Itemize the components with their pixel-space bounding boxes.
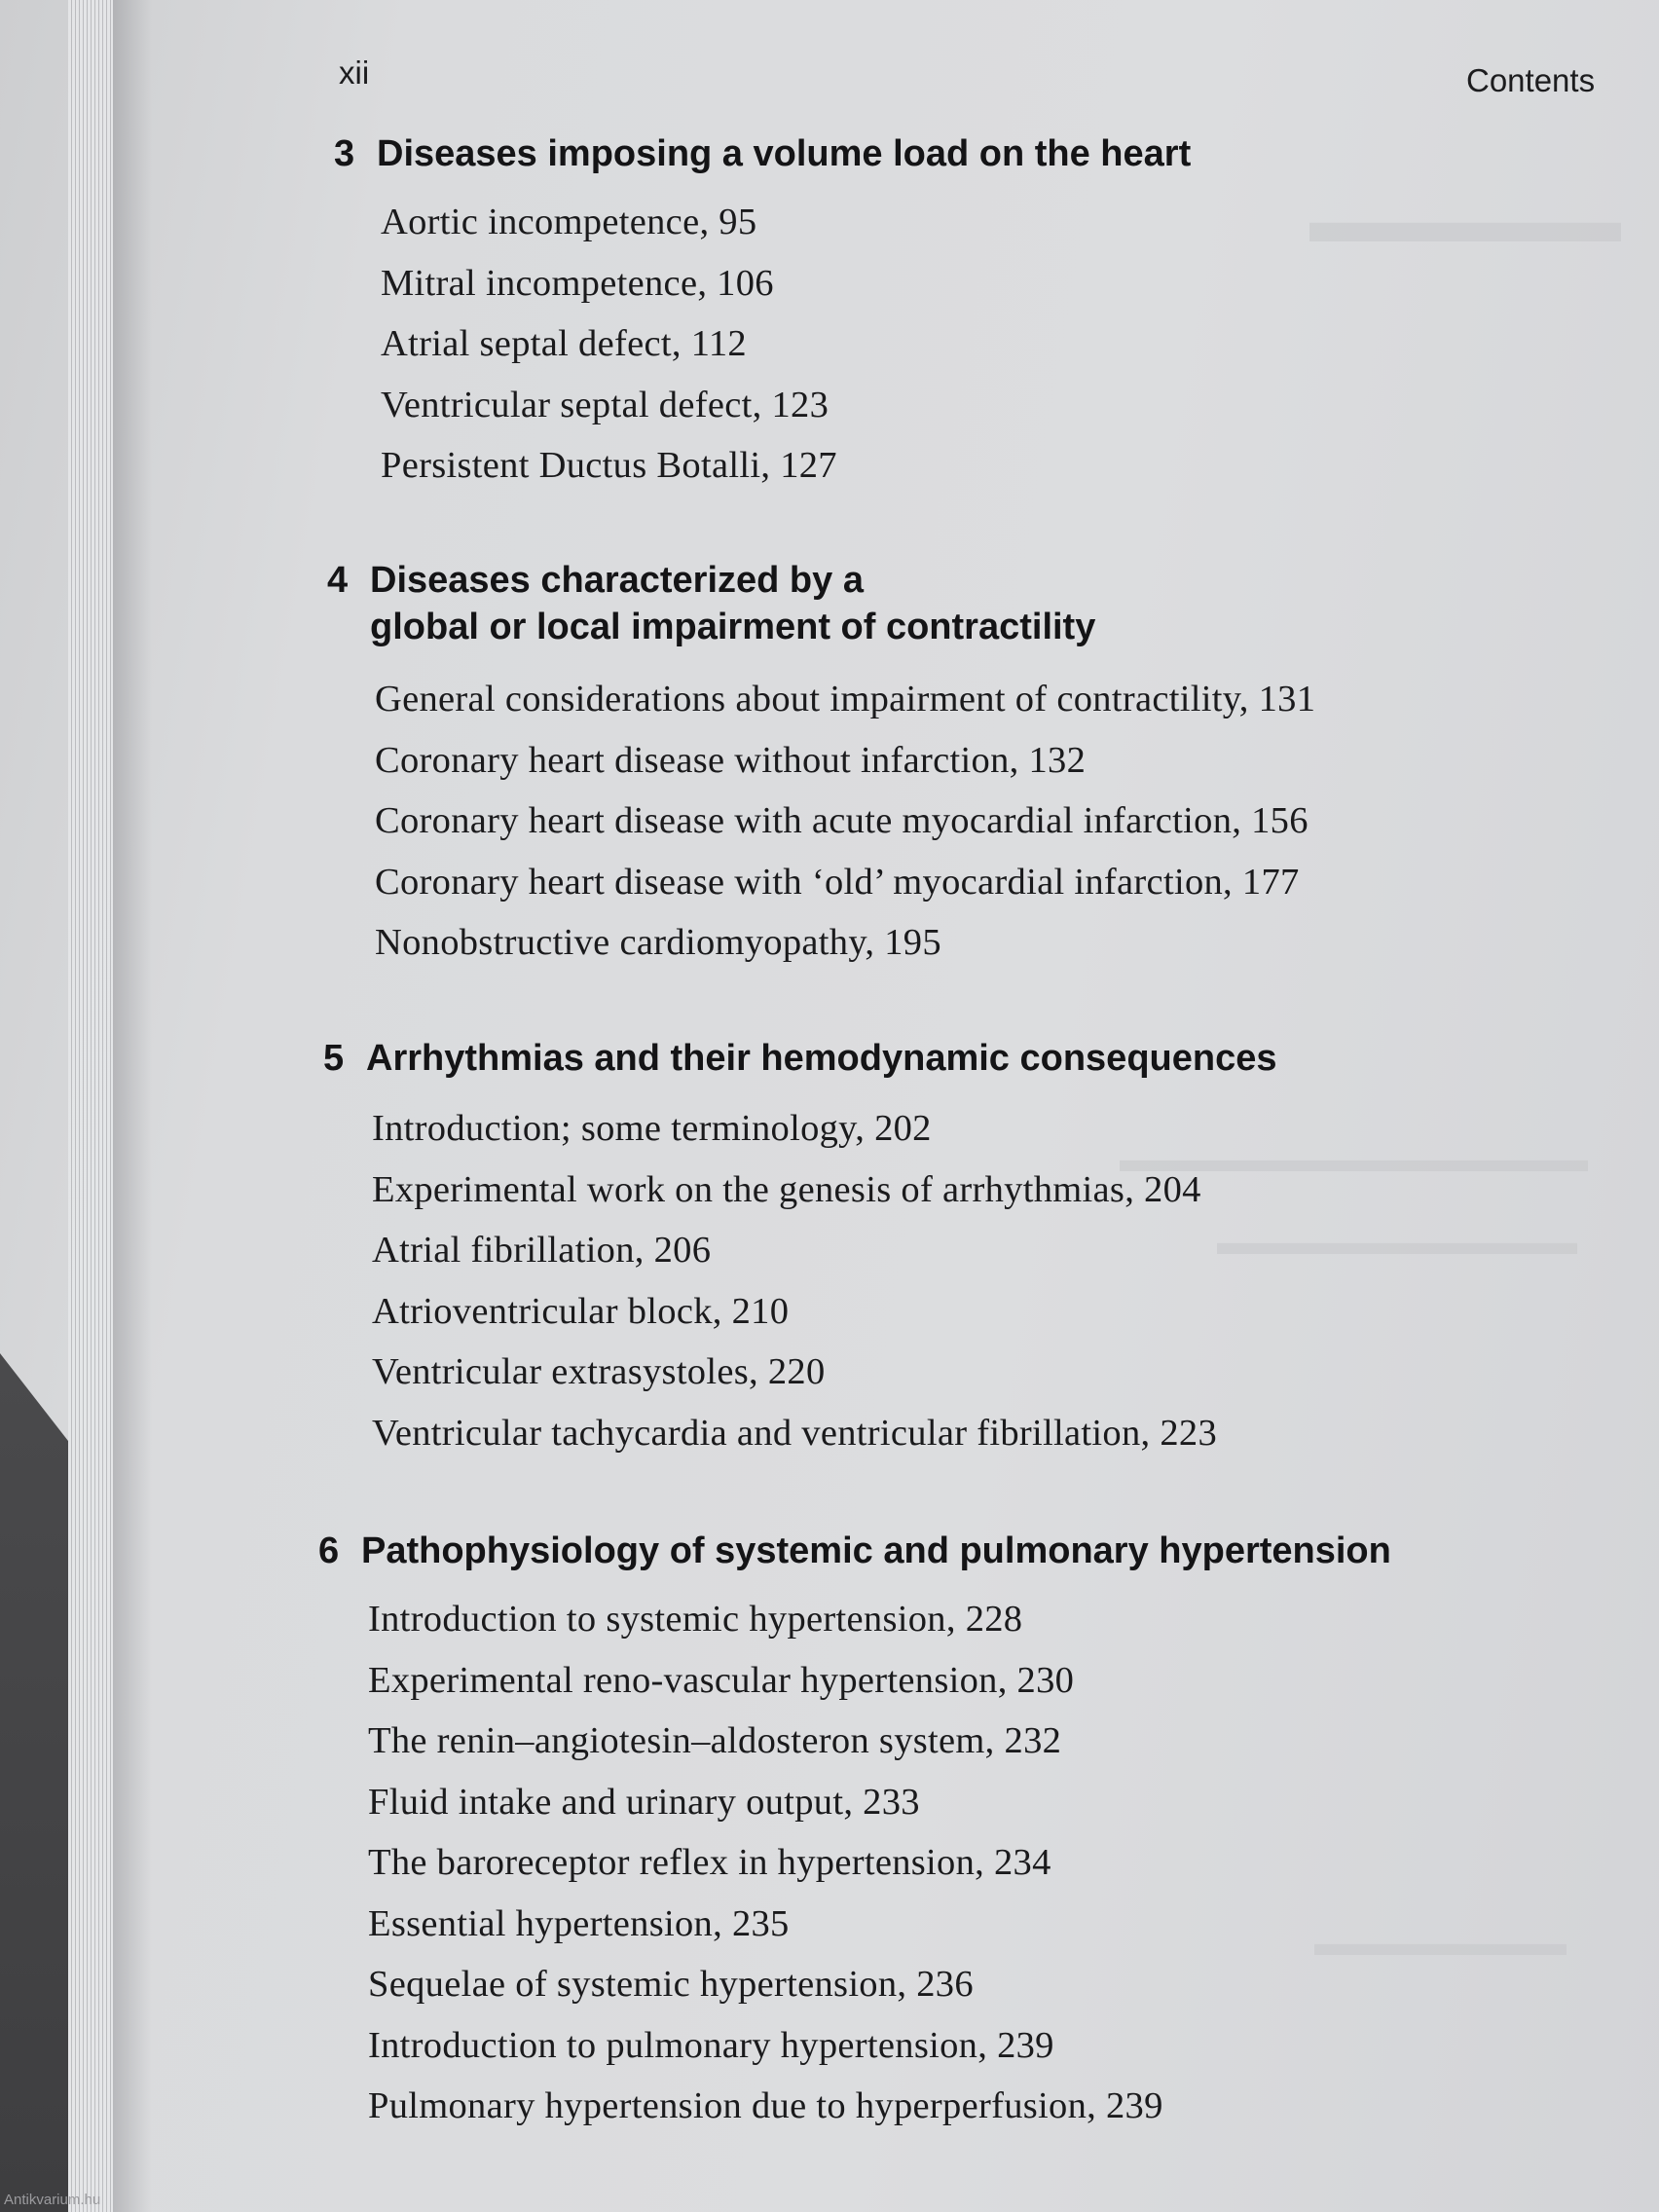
- contents-entry[interactable]: Introduction to systemic hypertension, 228: [368, 1599, 1023, 1640]
- contents-entry[interactable]: Coronary heart disease without infarction, 132: [375, 739, 1087, 781]
- contents-entry[interactable]: Coronary heart disease with ‘old’ myocardial infarction, 177: [375, 861, 1300, 903]
- contents-entry[interactable]: Atrial fibrillation, 206: [372, 1230, 712, 1271]
- show-through-line: ▬▬▬▬▬▬▬: [1314, 1924, 1567, 1964]
- chapter-title-line: Pathophysiology of systemic and pulmonary hypertension: [361, 1530, 1391, 1571]
- contents-entry[interactable]: Introduction; some terminology, 202: [372, 1108, 932, 1149]
- contents-entry[interactable]: Atrial septal defect, 112: [381, 323, 747, 364]
- contents-entry[interactable]: Aortic incompetence, 95: [381, 202, 757, 242]
- chapter-title: [377, 130, 1191, 177]
- contents-entry[interactable]: Experimental reno-vascular hypertension, 230: [368, 1659, 1075, 1701]
- contents-entry[interactable]: Pulmonary hypertension due to hyperperfusion, 239: [368, 2085, 1163, 2126]
- contents-entry[interactable]: Introduction to pulmonary hypertension, 239: [368, 2024, 1054, 2066]
- chapter-title: [366, 1035, 1277, 1082]
- chapter-title-line: Diseases imposing a volume load on the heart: [377, 133, 1192, 174]
- contents-entry[interactable]: Ventricular extrasystoles, 220: [372, 1351, 826, 1392]
- chapter-number: 6: [318, 1530, 340, 1571]
- contents-entry[interactable]: Persistent Ductus Botalli, 127: [381, 445, 837, 486]
- contents-entry[interactable]: General considerations about impairment of contractility, 131: [375, 679, 1316, 719]
- folio-page-number: xii: [339, 55, 370, 91]
- contents-entry[interactable]: The baroreceptor reflex in hypertension, 234: [368, 1842, 1051, 1883]
- contents-entry[interactable]: Ventricular tachycardia and ventricular fibrillation, 223: [372, 1412, 1218, 1454]
- contents-entry[interactable]: Atrioventricular block, 210: [372, 1290, 790, 1332]
- contents-entry[interactable]: Essential hypertension, 235: [368, 1902, 790, 1944]
- chapter-title-line: global or local impairment of contractility: [370, 607, 1096, 647]
- show-through-line: ▬▬▬▬▬▬▬▬▬▬: [1217, 1223, 1577, 1263]
- show-through-line: ▬▬▬▬▬▬▬▬▬▬▬▬▬: [1120, 1140, 1588, 1180]
- chapter-entry-list: [381, 192, 837, 497]
- contents-entry[interactable]: Nonobstructive cardiomyopathy, 195: [375, 922, 941, 963]
- chapter-number: 3: [334, 133, 355, 174]
- contents-entry[interactable]: Ventricular septal defect, 123: [381, 384, 830, 425]
- chapter-heading: [318, 1528, 1391, 1574]
- chapter-heading: [327, 557, 1095, 650]
- chapter-entry-list: [375, 669, 1315, 974]
- chapter-title: [361, 1528, 1391, 1574]
- contents-entry[interactable]: Experimental work on the genesis of arrhythmias, 204: [372, 1168, 1201, 1210]
- table-surface: [0, 1353, 68, 2212]
- contents-entry[interactable]: Sequelae of systemic hypertension, 236: [368, 1964, 974, 2005]
- chapter-title: [370, 557, 1095, 650]
- chapter-number: 5: [323, 1038, 345, 1079]
- chapter-title-line: Diseases characterized by a: [370, 560, 864, 601]
- chapter-heading: [323, 1035, 1277, 1082]
- chapter-heading: [334, 130, 1191, 177]
- chapter-number: 4: [327, 560, 349, 601]
- running-head-section: Contents: [1466, 62, 1596, 98]
- contents-entry[interactable]: Mitral incompetence, 106: [381, 262, 774, 304]
- chapter-entry-list: [372, 1098, 1217, 1463]
- chapter-entry-list: [368, 1589, 1163, 2137]
- contents-entry[interactable]: Fluid intake and urinary output, 233: [368, 1781, 920, 1823]
- page-stack-edges: [68, 0, 113, 2212]
- gutter-shadow: [113, 0, 152, 2212]
- watermark: Antikvarium.hu: [4, 2192, 101, 2208]
- contents-entry[interactable]: The renin–angiotesin–aldosteron system, 232: [368, 1720, 1062, 1761]
- show-through-title: ▬▬▬▬▬: [1309, 186, 1621, 255]
- chapter-title-line: Arrhythmias and their hemodynamic consequences: [366, 1038, 1277, 1079]
- contents-entry[interactable]: Coronary heart disease with acute myocardial infarction, 156: [375, 800, 1309, 841]
